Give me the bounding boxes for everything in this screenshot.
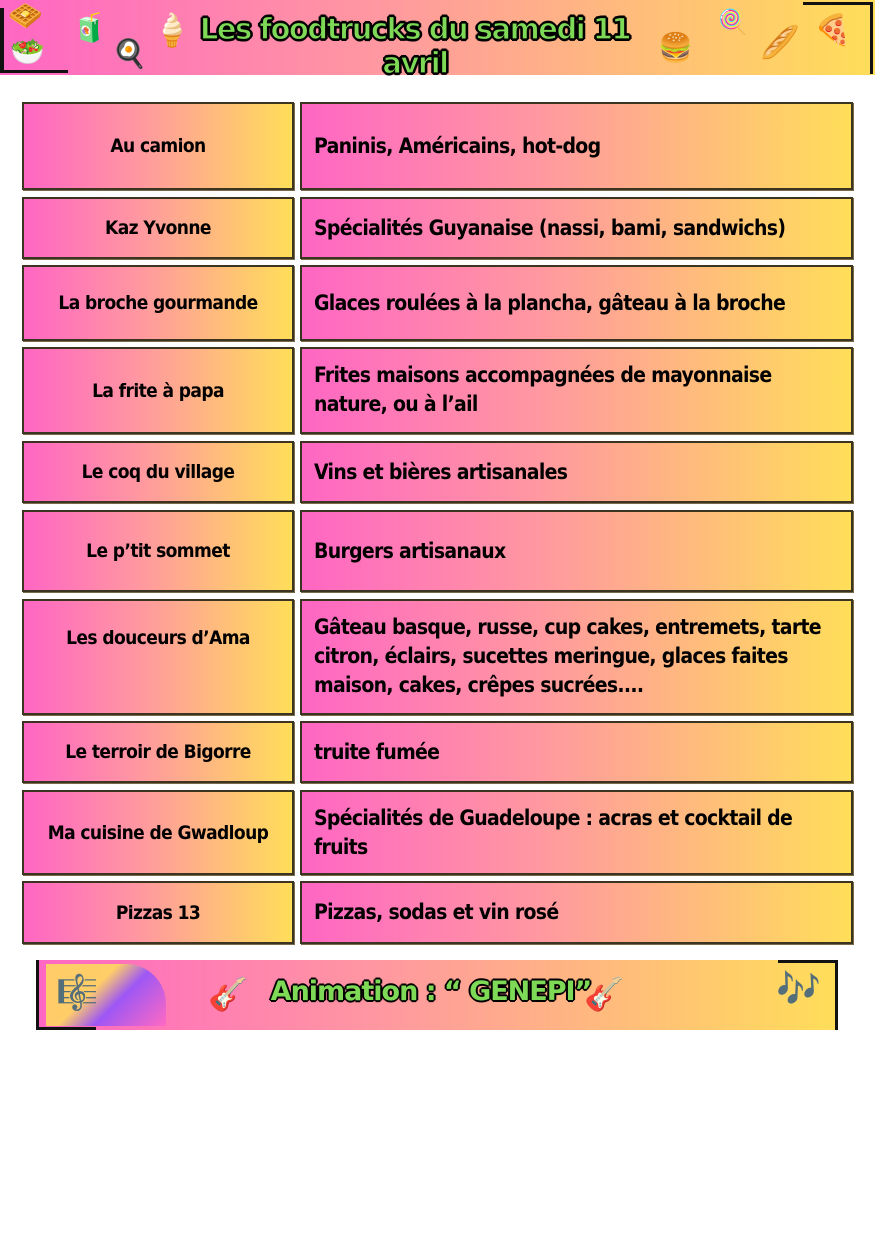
sandwich-icon: 🥖 <box>760 23 800 61</box>
animation-title: Animation : “ GENEPI” <box>270 976 592 1007</box>
waffle-icon: 🧇 <box>8 0 43 32</box>
table-row <box>0 265 875 341</box>
juice-icon: 🧃 <box>72 11 107 44</box>
table-row <box>0 102 875 190</box>
foodtruck-description: Spécialités de Guadeloupe : acras et cocktail de fruits <box>300 790 853 875</box>
table-row <box>0 790 875 875</box>
pizza-slice-icon: 🍕 <box>814 13 852 48</box>
foodtruck-name: La broche gourmande <box>22 265 294 341</box>
foodtruck-description: Burgers artisanaux <box>300 510 853 592</box>
animation-banner <box>36 960 838 1030</box>
brush-border <box>870 2 873 74</box>
header-banner <box>0 0 875 80</box>
foodtruck-description: truite fumée <box>300 721 853 783</box>
brush-border <box>0 70 68 73</box>
brush-border <box>36 960 39 1030</box>
salad-bowl-icon: 🥗 <box>10 35 45 68</box>
table-row <box>0 510 875 592</box>
croque-madame-icon: 🍳 <box>112 37 147 70</box>
ice-cream-icon: 🍦 <box>152 11 192 49</box>
brush-border <box>778 960 838 963</box>
table-row <box>0 347 875 434</box>
brush-border <box>835 960 838 1030</box>
foodtruck-name: Ma cuisine de Gwadloup <box>22 790 294 875</box>
guitar-icon: 🎸 <box>208 975 248 1013</box>
page-title: Les foodtrucks du samedi 11 avril <box>199 12 631 80</box>
table-row <box>0 721 875 783</box>
brush-border <box>803 2 873 5</box>
foodtruck-name: Le terroir de Bigorre <box>22 721 294 783</box>
guitar-icon: 🎸 <box>584 975 624 1013</box>
table-row <box>0 881 875 944</box>
foodtruck-description: Spécialités Guyanaise (nassi, bami, sandwichs) <box>300 197 853 259</box>
brush-border <box>36 1027 96 1030</box>
table-row <box>0 441 875 503</box>
foodtruck-description: Pizzas, sodas et vin rosé <box>300 881 853 944</box>
foodtruck-name: Au camion <box>22 102 294 190</box>
burger-icon: 🍔 <box>658 31 693 64</box>
table-row <box>0 599 875 715</box>
foodtruck-name: Pizzas 13 <box>22 881 294 944</box>
foodtruck-description: Vins et bières artisanales <box>300 441 853 503</box>
music-staff-icon: 🎶 <box>776 969 821 1010</box>
brush-border <box>0 8 4 72</box>
foodtruck-name: Kaz Yvonne <box>22 197 294 259</box>
foodtruck-description: Frites maisons accompagnées de mayonnaise nature, ou à l’ail <box>300 347 853 434</box>
lollipop-icon: 🍭 <box>718 8 748 36</box>
foodtruck-description: Paninis, Américains, hot-dog <box>300 102 853 190</box>
table-row <box>0 197 875 259</box>
foodtruck-name: La frite à papa <box>22 347 294 434</box>
foodtruck-name: Le p’tit sommet <box>22 510 294 592</box>
foodtruck-description: Gâteau basque, russe, cup cakes, entremets, tarte citron, éclairs, sucettes meringue, glaces faites maison, cakes, crêpes sucrées.... <box>300 599 853 715</box>
foodtruck-name: Le coq du village <box>22 441 294 503</box>
foodtruck-name: Les douceurs d’Ama <box>22 599 294 715</box>
music-notes-icon: 🎼 <box>56 973 99 1013</box>
foodtruck-description: Glaces roulées à la plancha, gâteau à la broche <box>300 265 853 341</box>
